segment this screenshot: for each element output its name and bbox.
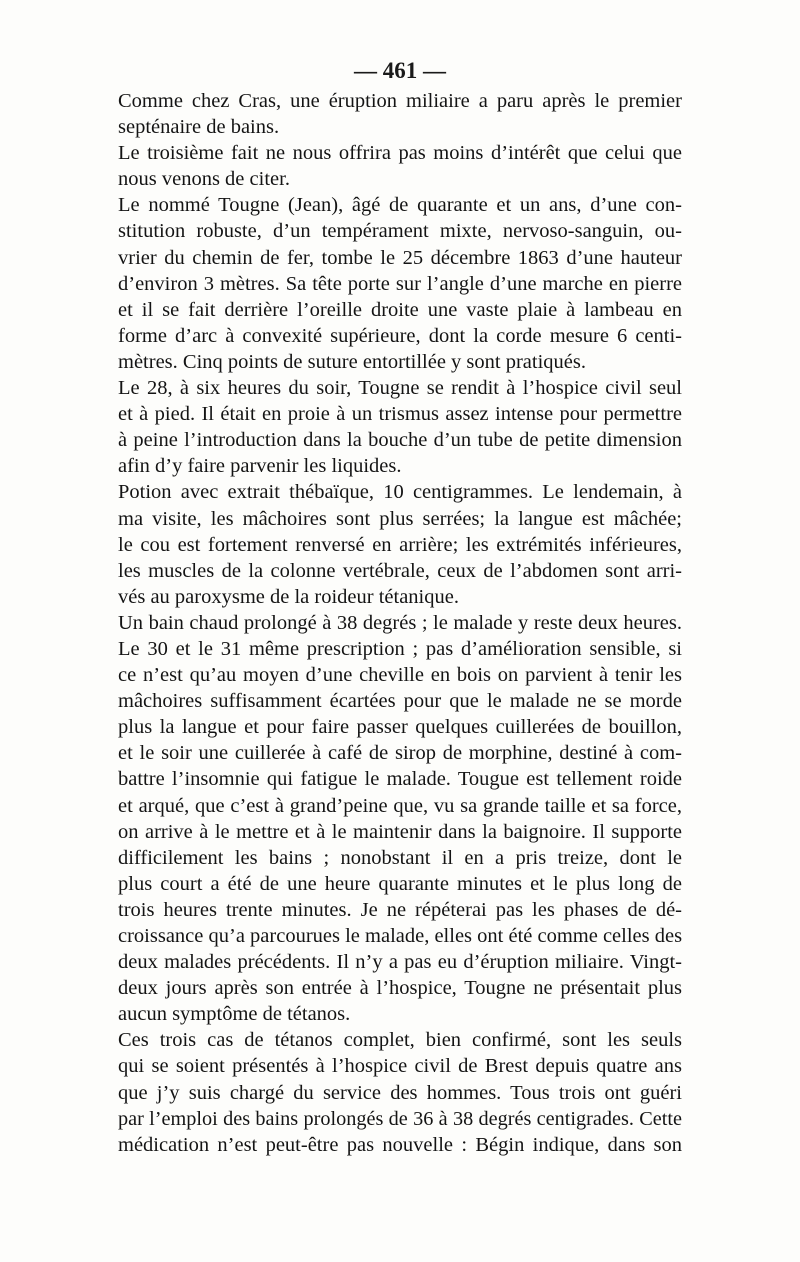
text-line: Le nommé Tougne (Jean), âgé de quarante et un ans, d’une con- [118,194,682,217]
text-line: deux malades précédents. Il n’y a pas eu d’éruption miliaire. Vingt- [118,951,682,974]
text-line: aucun symptôme de tétanos. [118,1003,351,1026]
text-line: Le 28, à six heures du soir, Tougne se rendit à l’hospice civil seul [118,377,682,400]
text-line: médication n’est peut-être pas nouvelle : Bégin indique, dans son [118,1133,682,1156]
text-line: croissance qu’a parcourues le malade, elles ont été comme celles des [118,925,683,947]
text-line: Potion avec extrait thébaïque, 10 centigrammes. Le lendemain, à [118,481,682,504]
text-line: septénaire de bains. [118,116,280,139]
text-line: Ces trois cas de tétanos complet, bien confirmé, sont les seuls [118,1029,682,1052]
text-line: Un bain chaud prolongé à 38 degrés ; le malade y reste deux heures. [118,611,682,634]
text-line: Comme chez Cras, une éruption miliaire a paru après le premier [118,90,682,112]
text-line: difficilement les bains ; nonobstant il en a pris treize, dont le [118,846,682,869]
text-line: stitution robuste, d’un tempérament mixte, nervoso-sanguin, ou- [118,220,682,243]
text-line: qui se soient présentés à l’hospice civil de Brest depuis quatre ans [118,1055,682,1078]
text-line: mâchoires suffisamment écartées pour que le malade ne se morde [118,690,682,713]
text-line: Le troisième fait ne nous offrira pas moins d’intérêt que celui que [118,142,682,165]
text-line: que j’y suis chargé du service des hommes. Tous trois ont guéri [118,1081,682,1104]
text-line: on arrive à le mettre et à le maintenir dans la baignoire. Il supporte [118,820,682,843]
text-line: plus la langue et pour faire passer quelques cuillerées de bouillon, [118,716,682,739]
text-line: par l’emploi des bains prolongés de 36 à 38 degrés centigrades. Cette [118,1107,682,1130]
text-line: et arqué, que c’est à grand’peine que, vu sa grande taille et sa force, [118,794,682,817]
text-line: nous venons de citer. [118,168,290,191]
text-line: Le 30 et le 31 même prescription ; pas d’amélioration sensible, si [118,637,682,660]
text-line: forme d’arc à convexité supérieure, dont la corde mesure 6 centi- [118,324,682,347]
body-text [118,88,682,1158]
text-line: plus court a été de une heure quarante minutes et le plus long de [118,872,682,895]
text-line: mètres. Cinq points de suture entortillée y sont pratiqués. [118,350,586,373]
text-line: et le soir une cuillerée à café de sirop de morphine, destiné à com- [118,742,682,765]
text-line: afin d’y faire parvenir les liquides. [118,455,402,478]
text-line: le cou est fortement renversé en arrière; les extrémités inférieures, [118,533,682,556]
text-line: vés au paroxysme de la roideur tétanique. [118,585,459,608]
text-line: à peine l’introduction dans la bouche d’un tube de petite dimension [118,429,682,452]
text-line: battre l’insomnie qui fatigue le malade. Tougue est tellement roide [118,768,682,791]
text-line: trois heures trente minutes. Je ne répéterai pas les phases de dé- [118,898,682,921]
text-line: et à pied. Il était en proie à un trismus assez intense pour permettre [118,403,682,426]
text-line: et il se fait derrière l’oreille droite une vaste plaie à lambeau en [118,298,682,321]
text-line: d’environ 3 mètres. Sa tête porte sur l’angle d’une marche en pierre [118,272,682,295]
text-line: deux jours après son entrée à l’hospice, Tougne ne présentait plus [118,977,682,1000]
text-line: vrier du chemin de fer, tombe le 25 décembre 1863 d’une hauteur [118,246,682,269]
text-line: ce n’est qu’au moyen d’une cheville en bois on parvient à tenir les [118,664,682,687]
page-number: — 461 — [354,58,446,83]
text-line: les muscles de la colonne vertébrale, ceux de l’abdomen sont arri- [118,559,682,582]
text-line: ma visite, les mâchoires sont plus serrées; la langue est mâchée; [118,507,682,530]
